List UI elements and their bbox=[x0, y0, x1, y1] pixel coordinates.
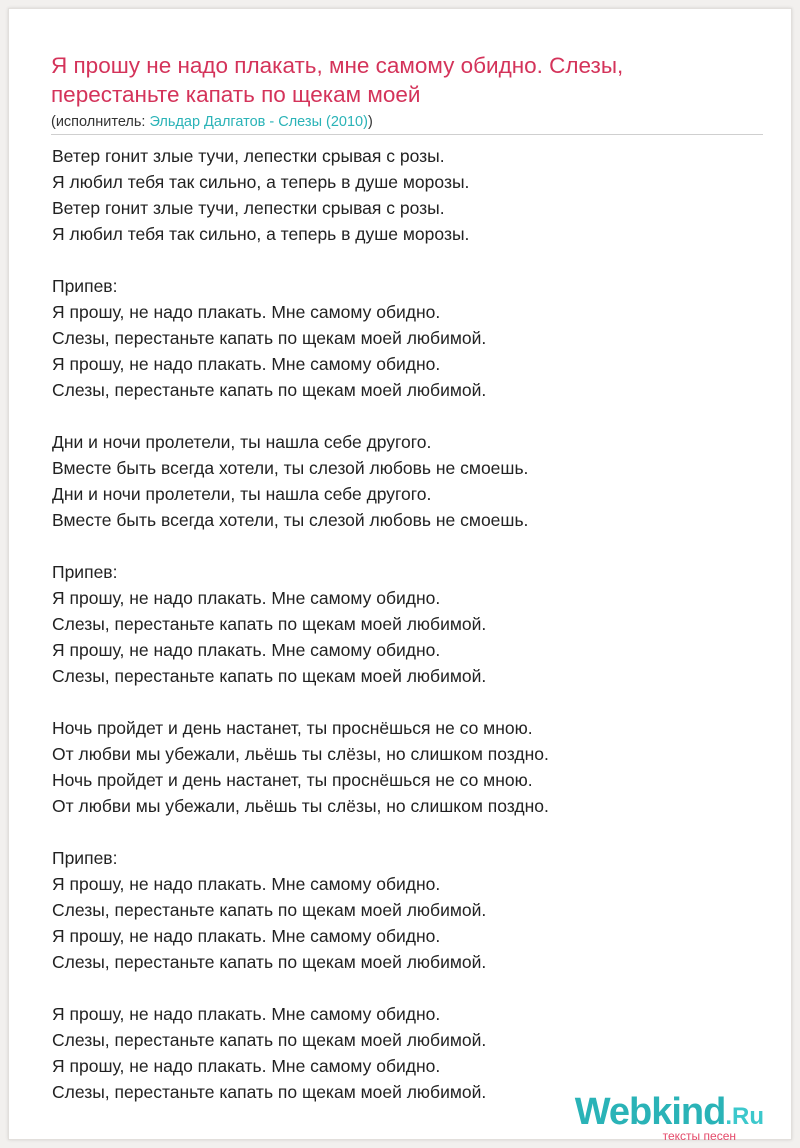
logo-brand: Webkind bbox=[574, 1091, 726, 1133]
chorus-label: Припев: bbox=[52, 276, 118, 296]
lyric-line: Слезы, перестаньте капать по щекам моей любимой. bbox=[52, 952, 487, 972]
lyric-line: Слезы, перестаньте капать по щекам моей любимой. bbox=[52, 1082, 487, 1102]
artist-line bbox=[51, 113, 373, 131]
lyric-line: Слезы, перестаньте капать по щекам моей любимой. bbox=[52, 328, 487, 348]
lyric-line: Я прошу, не надо плакать. Мне самому обидно. bbox=[52, 1056, 441, 1076]
lyrics-card bbox=[8, 8, 792, 1143]
artist-prefix: (исполнитель: bbox=[51, 114, 150, 130]
lyric-line: Ночь пройдет и день настанет, ты проснёшься не со мною. bbox=[52, 770, 533, 790]
stanza bbox=[52, 143, 772, 247]
lyric-line: Ветер гонит злые тучи, лепестки срывая с розы. bbox=[52, 146, 445, 166]
lyric-line: От любви мы убежали, льёшь ты слёзы, но слишком поздно. bbox=[52, 744, 549, 764]
lyric-line: Ночь пройдет и день настанет, ты проснёшься не со мною. bbox=[52, 718, 533, 738]
lyric-line: Я прошу, не надо плакать. Мне самому обидно. bbox=[52, 1004, 441, 1024]
lyric-line: Я любил тебя так сильно, а теперь в душе морозы. bbox=[52, 172, 470, 192]
stanza bbox=[52, 429, 772, 533]
lyric-line: Слезы, перестаньте капать по щекам моей любимой. bbox=[52, 1030, 487, 1050]
lyric-line: Слезы, перестаньте капать по щекам моей любимой. bbox=[52, 614, 487, 634]
divider bbox=[51, 134, 763, 135]
stanza bbox=[52, 1001, 772, 1105]
lyric-line: Я прошу, не надо плакать. Мне самому обидно. bbox=[52, 874, 441, 894]
lyric-line: Ветер гонит злые тучи, лепестки срывая с розы. bbox=[52, 198, 445, 218]
page-title: Я прошу не надо плакать, мне самому обидно. Слезы, перестаньте капать по щекам моей bbox=[51, 53, 624, 107]
stanza bbox=[52, 559, 772, 689]
lyric-line: Я прошу, не надо плакать. Мне самому обидно. bbox=[52, 302, 441, 322]
lyric-line: От любви мы убежали, льёшь ты слёзы, но слишком поздно. bbox=[52, 796, 549, 816]
logo-tld: .Ru bbox=[725, 1103, 764, 1130]
site-logo[interactable] bbox=[575, 1093, 764, 1142]
stanza bbox=[52, 715, 772, 819]
lyric-line: Я прошу, не надо плакать. Мне самому обидно. bbox=[52, 640, 441, 660]
chorus-label: Припев: bbox=[52, 848, 118, 868]
chorus-label: Припев: bbox=[52, 562, 118, 582]
lyric-line: Слезы, перестаньте капать по щекам моей любимой. bbox=[52, 380, 487, 400]
lyric-line: Я прошу, не надо плакать. Мне самому обидно. bbox=[52, 588, 441, 608]
artist-suffix: ) bbox=[367, 114, 373, 130]
logo-tagline: тексты песен bbox=[662, 1129, 736, 1143]
lyric-line: Я прошу, не надо плакать. Мне самому обидно. bbox=[52, 354, 441, 374]
stanza bbox=[52, 845, 772, 975]
lyric-line: Дни и ночи пролетели, ты нашла себе другого. bbox=[52, 484, 432, 504]
lyric-line: Слезы, перестаньте капать по щекам моей любимой. bbox=[52, 900, 487, 920]
lyric-line: Вместе быть всегда хотели, ты слезой любовь не смоешь. bbox=[52, 458, 529, 478]
lyrics-body bbox=[52, 143, 772, 1131]
stanza bbox=[52, 273, 772, 403]
lyric-line: Слезы, перестаньте капать по щекам моей любимой. bbox=[52, 666, 487, 686]
lyric-line: Вместе быть всегда хотели, ты слезой любовь не смоешь. bbox=[52, 510, 529, 530]
lyric-line: Я любил тебя так сильно, а теперь в душе морозы. bbox=[52, 224, 470, 244]
lyric-line: Дни и ночи пролетели, ты нашла себе другого. bbox=[52, 432, 432, 452]
lyric-line: Я прошу, не надо плакать. Мне самому обидно. bbox=[52, 926, 441, 946]
artist-link[interactable]: Эльдар Далгатов - Слезы (2010) bbox=[149, 114, 368, 130]
